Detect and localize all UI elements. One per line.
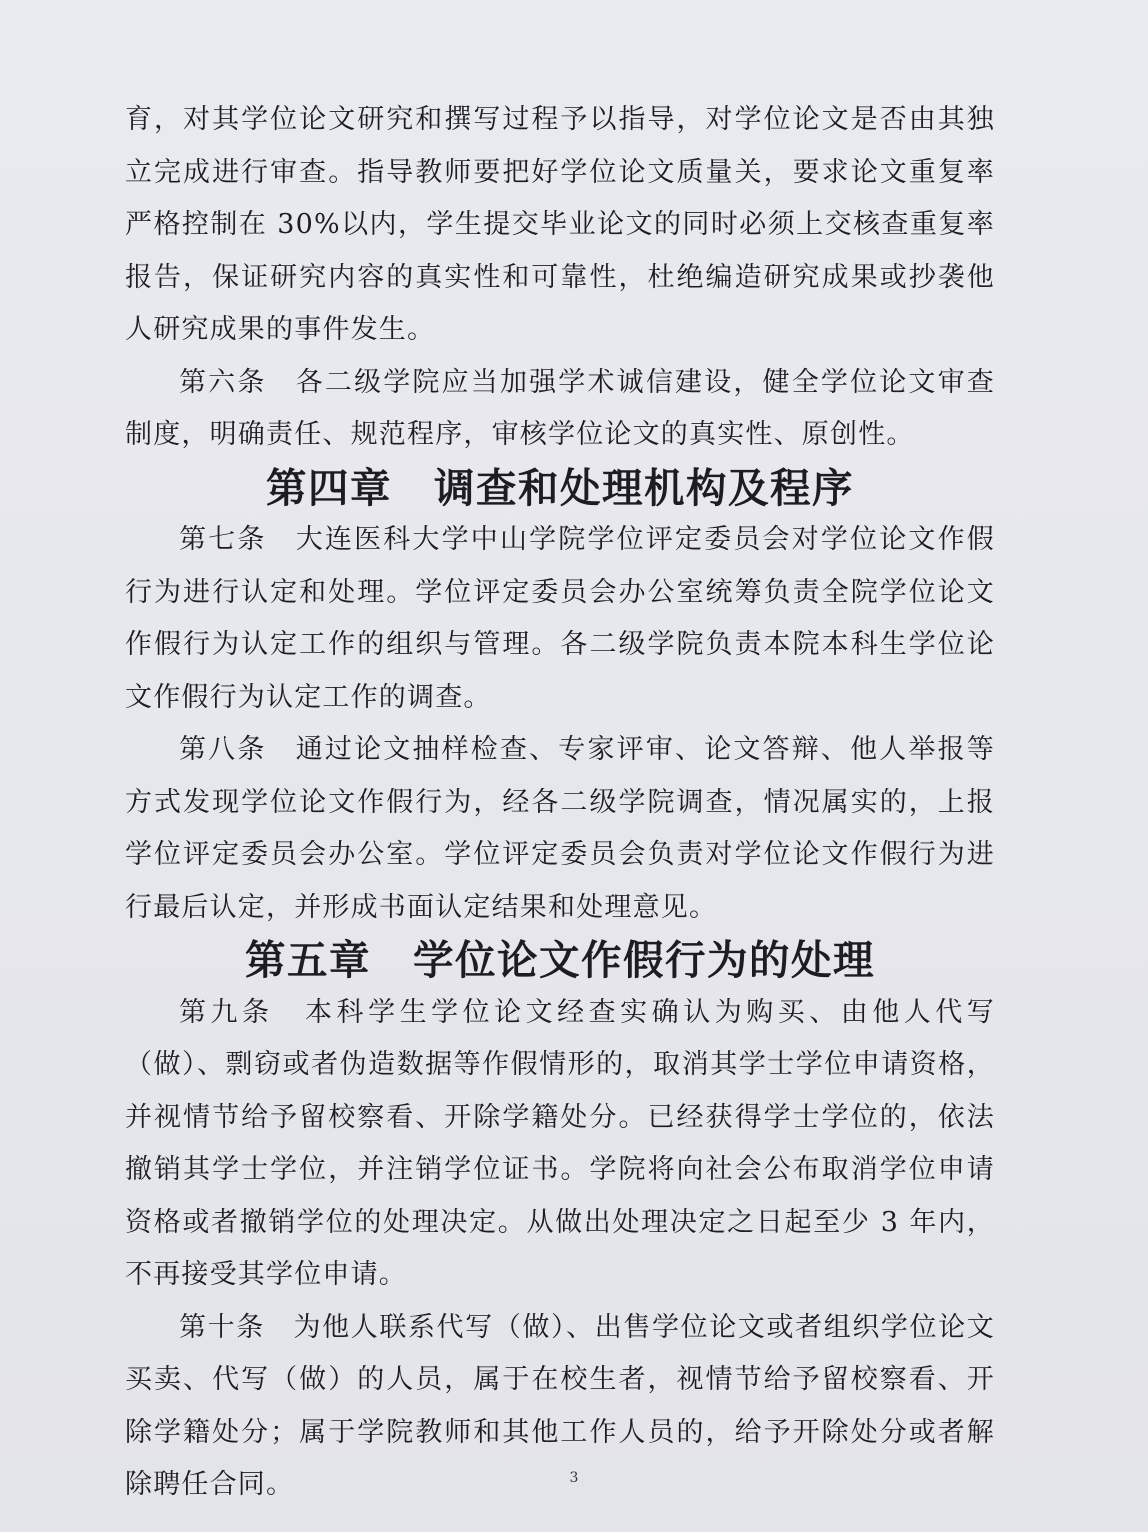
paragraph-article-6: 第六条 各二级学院应当加强学术诚信建设，健全学位论文审查制度，明确责任、规范程序，审核学位论文的真实性、原创性。 [125,366,995,450]
chapter-5-heading: 第五章 学位论文作假行为的处理 [245,936,875,984]
paragraph-article-9: 第九条 本科学生学位论文经查实确认为购买、由他人代写（做）、剽窃或者伪造数据等作假情形的，取消其学士学位申请资格，并视情节给予留校察看、开除学籍处分。已经获得学士学位的，依法撤销其学士学位，并注销学位证书。学院将向社会公布取消学位申请资格或者撤销学位的处理决定。从做出处理决定之日起至少 3 年内，不再接受其学位申请。 [125,996,995,1290]
paragraph-article-7: 第七条 大连医科大学中山学院学位评定委员会对学位论文作假行为进行认定和处理。学位评定委员会办公室统筹负责全院学位论文作假行为认定工作的组织与管理。各二级学院负责本院本科生学位论文作假行为认定工作的调查。 [125,524,995,713]
document-body [125,94,995,1512]
chapter-4-heading: 第四章 调查和处理机构及程序 [266,463,854,512]
page-number: 3 [569,1470,579,1486]
paragraph-article-10: 第十条 为他人联系代写（做）、出售学位论文或者组织学位论文买卖、代写（做）的人员，属于在校生者，视情节给予留校察看、开除学籍处分；属于学院教师和其他工作人员的，给予开除处分或者解除聘任合同。 [125,1311,995,1500]
paragraph-article-8: 第八条 通过论文抽样检查、专家评审、论文答辩、他人举报等方式发现学位论文作假行为，经各二级学院调查，情况属实的，上报学位评定委员会办公室。学位评定委员会负责对学位论文作假行为进行最后认定，并形成书面认定结果和处理意见。 [125,734,995,923]
paragraph-continuation: 育，对其学位论文研究和撰写过程予以指导，对学位论文是否由其独立完成进行审查。指导教师要把好学位论文质量关，要求论文重复率严格控制在 30%以内，学生提交毕业论文的同时必须上交核查重复率报告，保证研究内容的真实性和可靠性，杜绝编造研究成果或抄袭他人研究成果的事件发生。 [125,104,995,345]
